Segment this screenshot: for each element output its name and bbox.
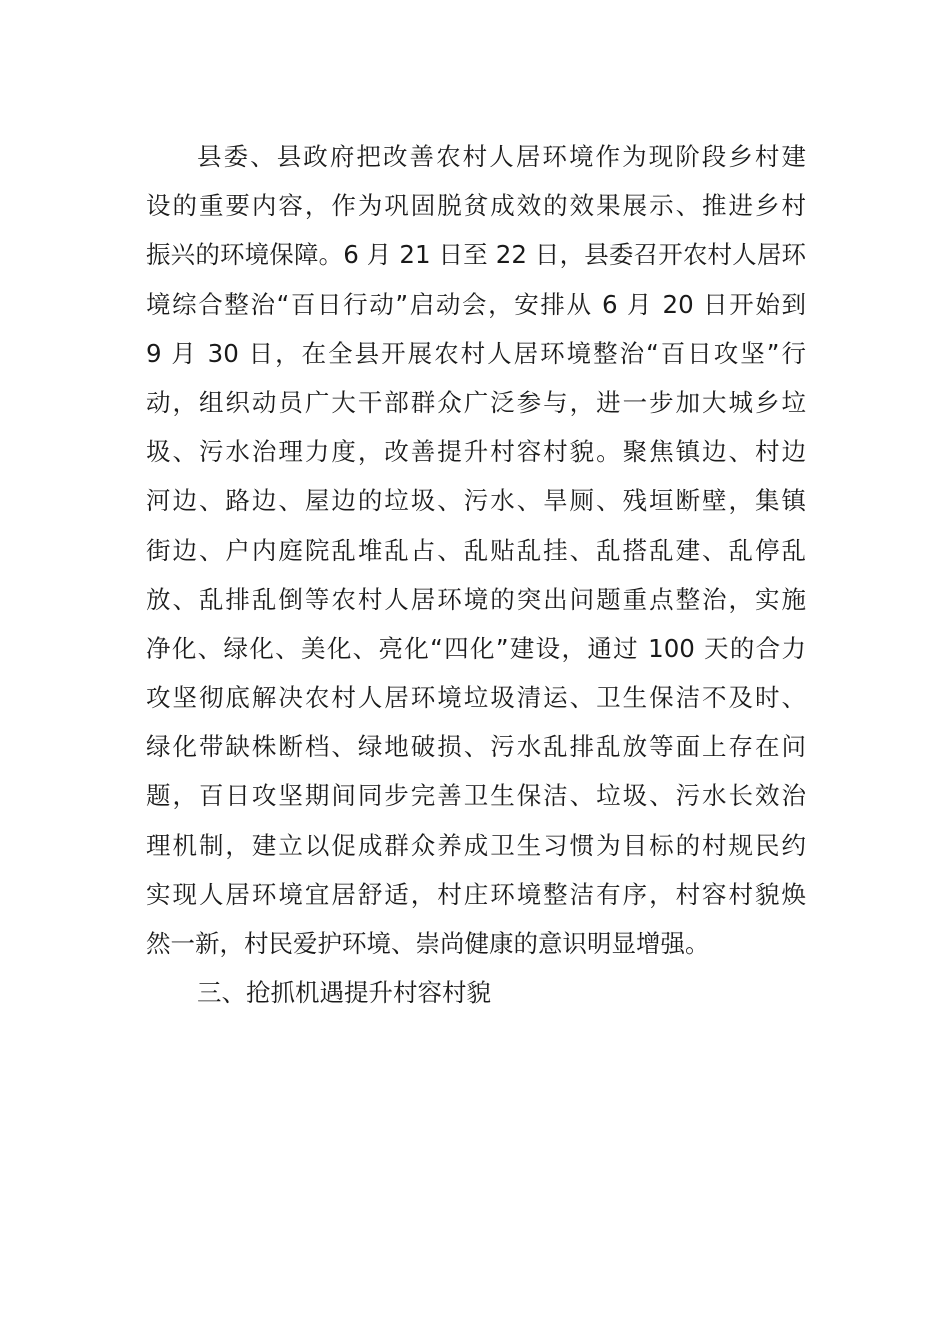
paragraph-line: 动，组织动员广大干部群众广泛参与，进一步加大城乡垃 [146, 387, 806, 417]
document-body [146, 132, 806, 1017]
paragraph-line: 振兴的环境保障。6 月 21 日至 22 日，县委召开农村人居环 [146, 240, 806, 270]
paragraph-line: 河边、路边、屋边的垃圾、污水、旱厕、残垣断壁，集镇 [146, 486, 806, 516]
paragraph-line: 绿化带缺株断档、绿地破损、污水乱排乱放等面上存在问 [146, 732, 806, 762]
paragraph-line: 然一新，村民爱护环境、崇尚健康的意识明显增强。 [146, 929, 710, 958]
paragraph-line: 理机制，建立以促成群众养成卫生习惯为目标的村规民约 [146, 830, 806, 860]
paragraph-line: 放、乱排乱倒等农村人居环境的突出问题重点整治，实施 [146, 584, 806, 614]
paragraph-line: 境综合整治“百日行动”启动会，安排从 6 月 20 日开始到 [146, 289, 806, 319]
paragraph-line: 设的重要内容，作为巩固脱贫成效的效果展示、推进乡村 [146, 191, 806, 221]
paragraph-line: 攻坚彻底解决农村人居环境垃圾清运、卫生保洁不及时、 [146, 683, 806, 713]
paragraph-rural-environment [146, 132, 806, 968]
paragraph-line: 县委、县政府把改善农村人居环境作为现阶段乡村建 [197, 142, 806, 171]
paragraph-line: 街边、户内庭院乱堆乱占、乱贴乱挂、乱搭乱建、乱停乱 [146, 535, 806, 565]
paragraph-line: 实现人居环境宜居舒适，村庄环境整洁有序，村容村貌焕 [146, 879, 806, 909]
paragraph-line: 题，百日攻坚期间同步完善卫生保洁、垃圾、污水长效治 [146, 781, 806, 811]
paragraph-line: 圾、污水治理力度，改善提升村容村貌。聚焦镇边、村边 [146, 437, 806, 467]
section-heading: 三、抢抓机遇提升村容村貌 [197, 978, 491, 1008]
paragraph-line: 9 月 30 日，在全县开展农村人居环境整治“百日攻坚”行 [146, 338, 806, 368]
paragraph-line: 净化、绿化、美化、亮化“四化”建设，通过 100 天的合力 [146, 633, 806, 663]
